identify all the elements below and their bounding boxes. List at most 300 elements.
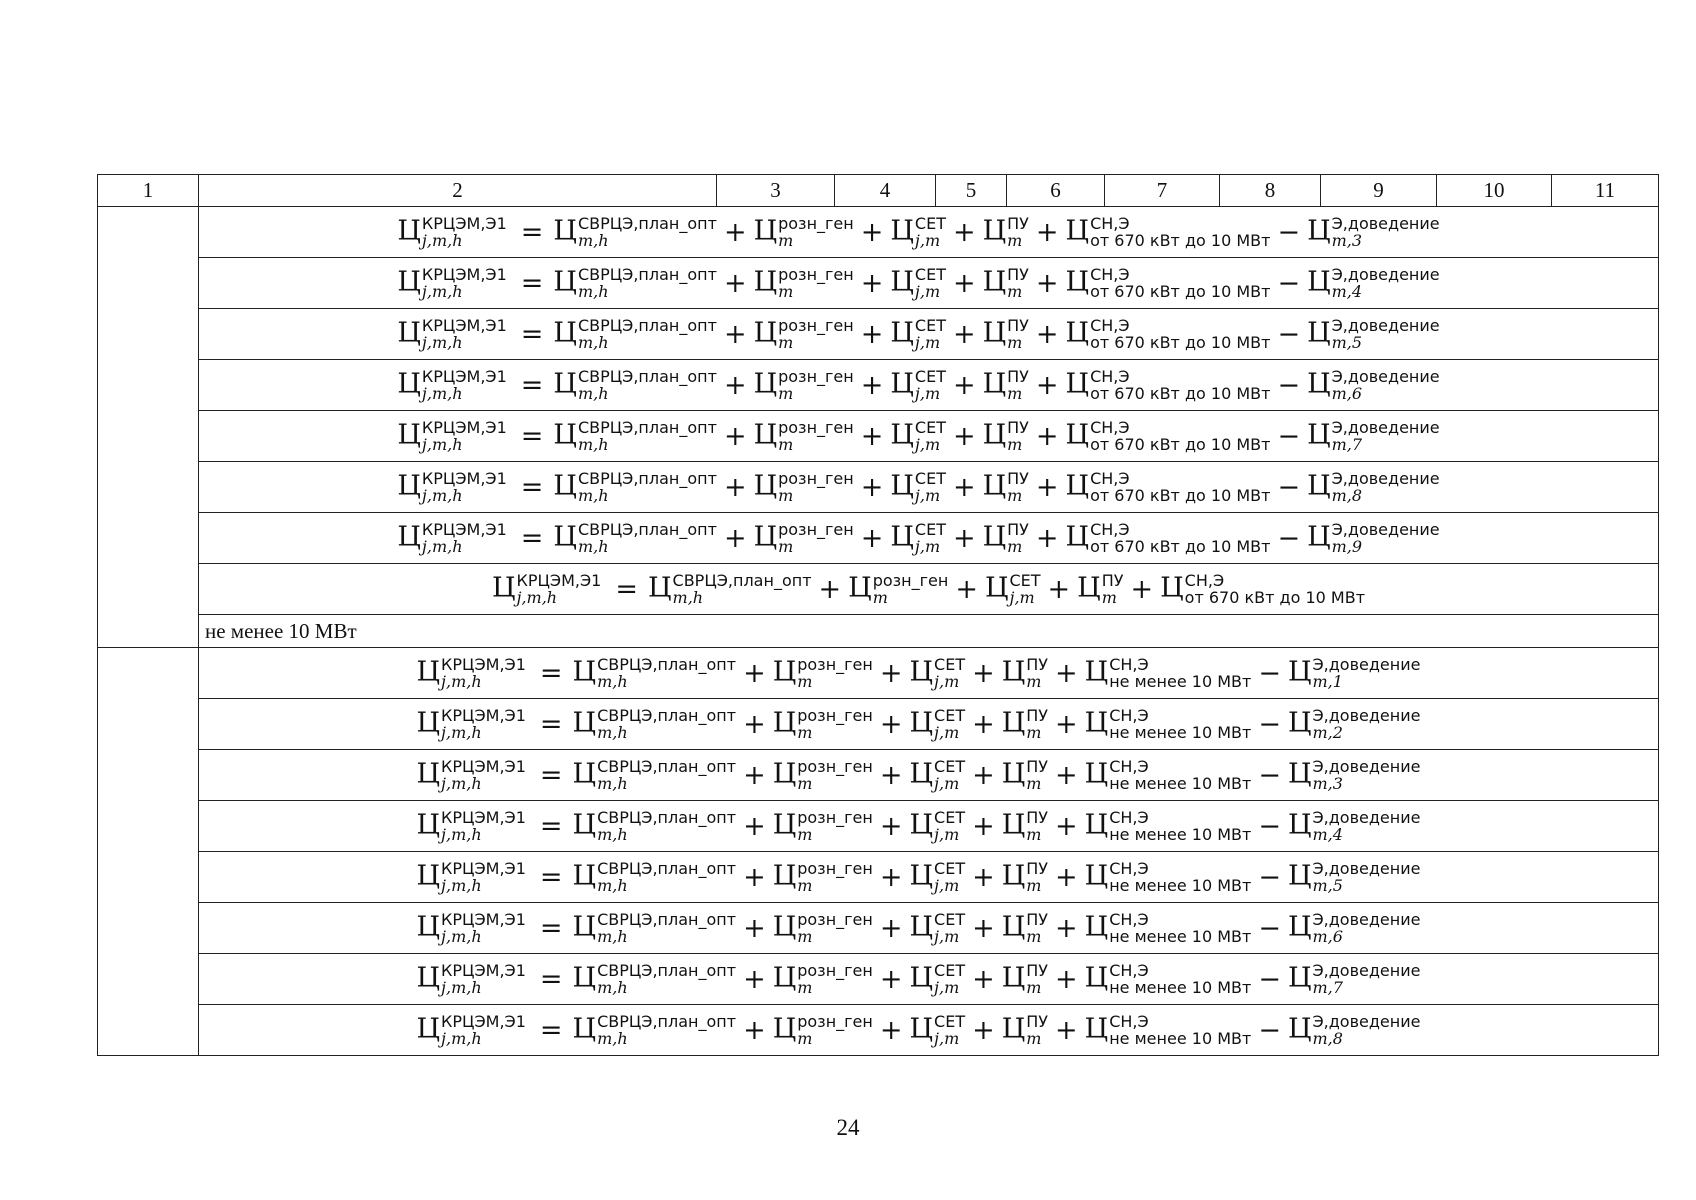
formula-indices bbox=[1007, 317, 1029, 351]
formula-term bbox=[417, 860, 526, 894]
formula-indices bbox=[597, 758, 736, 792]
formula-indices bbox=[1332, 215, 1440, 249]
formula-term bbox=[553, 368, 717, 402]
formula-symbol: Ц bbox=[890, 521, 914, 553]
formula-cell bbox=[199, 801, 1659, 852]
formula-superscript: ПУ bbox=[1026, 808, 1049, 827]
section-label: не менее 10 МВт bbox=[199, 615, 1659, 648]
formula-operator: + bbox=[1055, 810, 1078, 842]
formula-superscript: розн_ген bbox=[797, 1012, 873, 1031]
formula-symbol: Ц bbox=[772, 707, 797, 739]
formula-superscript: КРЦЭМ,Э1 bbox=[421, 367, 507, 386]
formula-superscript: СВРЦЭ,план_опт bbox=[672, 571, 812, 590]
formula-indices bbox=[915, 368, 946, 402]
formula-subscript: m,7 bbox=[1331, 435, 1363, 454]
formula-operator: + bbox=[952, 216, 976, 248]
formula-row bbox=[98, 699, 1659, 750]
formula-term bbox=[1066, 215, 1271, 249]
formula-operator: + bbox=[1035, 267, 1059, 299]
formula-term bbox=[417, 911, 526, 945]
formula-indices bbox=[797, 911, 873, 945]
formula-operator: + bbox=[955, 573, 978, 605]
formula-row bbox=[98, 954, 1659, 1005]
formula-symbol: Ц bbox=[982, 521, 1007, 553]
formula-indices bbox=[1007, 521, 1029, 555]
formula-subscript: m,h bbox=[597, 1029, 628, 1048]
formula bbox=[397, 419, 1439, 453]
formula-indices bbox=[597, 911, 736, 945]
formula-superscript: ПУ bbox=[1026, 961, 1049, 980]
formula-superscript: ПУ bbox=[1007, 469, 1029, 488]
formula-superscript: СЕТ bbox=[934, 655, 966, 674]
formula-superscript: СВРЦЭ,план_опт bbox=[597, 757, 737, 776]
formula-subscript: m bbox=[1026, 825, 1042, 844]
formula-operator: + bbox=[972, 810, 995, 842]
formula-indices bbox=[1090, 215, 1270, 249]
formula-indices bbox=[1312, 860, 1420, 894]
formula-superscript: розн_ген bbox=[797, 757, 873, 776]
formula-row bbox=[98, 852, 1659, 903]
formula-superscript: СН,Э bbox=[1109, 757, 1149, 776]
formula-indices bbox=[1332, 317, 1440, 351]
formula-superscript: ПУ bbox=[1007, 316, 1029, 335]
formula-symbol: Ц bbox=[982, 419, 1007, 451]
formula-indices bbox=[1007, 470, 1029, 504]
formula-symbol: Ц bbox=[397, 521, 421, 553]
formula-term bbox=[417, 962, 526, 996]
formula-superscript: ПУ bbox=[1007, 367, 1029, 386]
formula-operator: + bbox=[972, 759, 995, 791]
formula-subscript: m,5 bbox=[1312, 876, 1343, 895]
formula-subscript: j,m,h bbox=[421, 435, 463, 454]
formula-symbol: Ц bbox=[909, 911, 934, 943]
formula-term bbox=[909, 860, 965, 894]
formula-superscript: ПУ bbox=[1007, 418, 1029, 437]
formula-subscript: не менее 10 МВт bbox=[1109, 672, 1252, 691]
formula bbox=[492, 572, 1365, 606]
formula-subscript: m,8 bbox=[1312, 1029, 1343, 1048]
formula-subscript: j,m bbox=[934, 774, 960, 793]
formula-superscript: СЕТ bbox=[934, 757, 966, 776]
formula bbox=[397, 521, 1439, 555]
formula-symbol: Ц bbox=[772, 860, 797, 892]
formula-term bbox=[890, 419, 946, 453]
formula-operator: = bbox=[539, 810, 563, 842]
formula-subscript: m bbox=[1026, 876, 1042, 895]
formula-symbol: Ц bbox=[416, 809, 441, 841]
formula-term bbox=[1066, 317, 1271, 351]
formula-indices bbox=[1007, 215, 1029, 249]
formula-superscript: КРЦЭМ,Э1 bbox=[421, 418, 507, 437]
formula-symbol: Ц bbox=[553, 266, 577, 298]
formula-operator: + bbox=[952, 369, 976, 401]
formula-superscript: СВРЦЭ,план_опт bbox=[577, 265, 717, 284]
formula-superscript: СВРЦЭ,план_опт bbox=[597, 706, 737, 725]
formula-term bbox=[1288, 962, 1421, 996]
formula-indices bbox=[1109, 962, 1251, 996]
formula-operator: + bbox=[952, 420, 976, 452]
formula-term bbox=[754, 266, 854, 300]
formula-subscript: m bbox=[778, 486, 794, 505]
formula-symbol: Ц bbox=[984, 572, 1009, 604]
formula-subscript: m,6 bbox=[1312, 927, 1343, 946]
formula-superscript: СН,Э bbox=[1090, 214, 1130, 233]
formula-term bbox=[773, 962, 873, 996]
formula-symbol: Ц bbox=[397, 215, 421, 247]
formula-symbol: Ц bbox=[553, 215, 577, 247]
formula-superscript: Э,доведение bbox=[1331, 469, 1440, 488]
formula-term bbox=[985, 572, 1041, 606]
formula-symbol: Ц bbox=[1287, 1013, 1312, 1045]
formula-term bbox=[983, 215, 1029, 249]
formula-subscript: m bbox=[778, 435, 794, 454]
formula-subscript: m bbox=[778, 231, 794, 250]
formula-operator: = bbox=[520, 318, 544, 350]
formula-row bbox=[98, 207, 1659, 258]
formula-symbol: Ц bbox=[572, 707, 597, 739]
column-header-2: 2 bbox=[199, 175, 717, 207]
column-header-9: 9 bbox=[1321, 175, 1437, 207]
formula-symbol: Ц bbox=[890, 215, 914, 247]
formula-superscript: КРЦЭМ,Э1 bbox=[441, 1012, 526, 1031]
formula-superscript: КРЦЭМ,Э1 bbox=[421, 316, 507, 335]
formula-operator: − bbox=[1277, 522, 1301, 554]
formula-operator: + bbox=[1055, 708, 1078, 740]
formula-term bbox=[773, 860, 873, 894]
formula-term bbox=[1288, 707, 1421, 741]
formula-term bbox=[573, 962, 737, 996]
formula-symbol: Ц bbox=[909, 809, 934, 841]
formula-indices bbox=[797, 758, 873, 792]
formula-subscript: не менее 10 МВт bbox=[1109, 723, 1252, 742]
formula-subscript: не менее 10 МВт bbox=[1109, 876, 1252, 895]
formula-operator: − bbox=[1277, 216, 1301, 248]
formula-subscript: m bbox=[797, 876, 813, 895]
formula-operator: + bbox=[1055, 657, 1078, 689]
formula-subscript: m,h bbox=[577, 384, 609, 403]
formula-symbol: Ц bbox=[572, 962, 597, 994]
formula-symbol: Ц bbox=[1307, 317, 1331, 349]
formula-operator: + bbox=[743, 912, 766, 944]
formula-subscript: m,h bbox=[672, 588, 704, 607]
formula-indices bbox=[915, 266, 946, 300]
formula-cell bbox=[199, 1005, 1659, 1056]
formula-row bbox=[98, 309, 1659, 360]
formula-symbol: Ц bbox=[572, 656, 597, 688]
formula-row bbox=[98, 648, 1659, 699]
formula-term bbox=[1077, 572, 1123, 606]
formula-operator: + bbox=[723, 216, 747, 248]
formula-symbol: Ц bbox=[1287, 911, 1312, 943]
formula-superscript: ПУ bbox=[1007, 520, 1029, 539]
formula-symbol: Ц bbox=[1084, 962, 1109, 994]
formula-operator: + bbox=[723, 318, 747, 350]
formula-indices bbox=[778, 470, 854, 504]
formula-symbol: Ц bbox=[1077, 572, 1101, 604]
formula-symbol: Ц bbox=[1287, 962, 1312, 994]
formula-subscript: j,m bbox=[934, 1029, 960, 1048]
formula-operator: + bbox=[743, 810, 766, 842]
column-header-11: 11 bbox=[1552, 175, 1659, 207]
formula-superscript: СВРЦЭ,план_опт bbox=[597, 1012, 737, 1031]
formula-term bbox=[648, 572, 812, 606]
formula-term bbox=[1307, 215, 1440, 249]
formula-operator: − bbox=[1277, 318, 1301, 350]
formula-superscript: СН,Э bbox=[1090, 367, 1130, 386]
formula-term bbox=[1288, 860, 1421, 894]
formula-subscript: j,m bbox=[934, 825, 960, 844]
formula-symbol: Ц bbox=[772, 758, 797, 790]
formula-term bbox=[553, 266, 717, 300]
formula-subscript: m bbox=[1101, 588, 1117, 607]
formula-subscript: m bbox=[797, 978, 813, 997]
formula-indices bbox=[441, 962, 526, 996]
formula-indices bbox=[1090, 266, 1270, 300]
formula-operator: + bbox=[972, 861, 995, 893]
formula-symbol: Ц bbox=[416, 911, 441, 943]
formula-term bbox=[553, 215, 717, 249]
formula-symbol: Ц bbox=[1307, 419, 1331, 451]
formula-superscript: розн_ген bbox=[778, 316, 854, 335]
formula-term bbox=[1307, 521, 1440, 555]
formula-indices bbox=[578, 368, 717, 402]
formula-superscript: СН,Э bbox=[1090, 418, 1130, 437]
formula-term bbox=[1288, 758, 1421, 792]
column-header-1: 1 bbox=[98, 175, 199, 207]
formula-indices bbox=[934, 707, 965, 741]
formula-operator: − bbox=[1258, 759, 1281, 791]
formula-row bbox=[98, 411, 1659, 462]
formula-row bbox=[98, 903, 1659, 954]
formula-term bbox=[1066, 521, 1271, 555]
formula-superscript: СВРЦЭ,план_опт bbox=[597, 859, 737, 878]
formula-subscript: j,m bbox=[914, 231, 941, 250]
formula-indices bbox=[778, 317, 854, 351]
formula-subscript: j,m bbox=[934, 672, 960, 691]
formula-superscript: КРЦЭМ,Э1 bbox=[441, 757, 526, 776]
formula-subscript: не менее 10 МВт bbox=[1109, 927, 1252, 946]
formula-indices bbox=[441, 1013, 526, 1047]
formula-symbol: Ц bbox=[416, 707, 441, 739]
formula-subscript: m,3 bbox=[1312, 774, 1343, 793]
formula-term bbox=[1307, 317, 1440, 351]
formula-symbol: Ц bbox=[397, 317, 421, 349]
formula-subscript: j,m,h bbox=[441, 825, 482, 844]
formula-indices bbox=[578, 419, 717, 453]
formula-superscript: КРЦЭМ,Э1 bbox=[421, 469, 507, 488]
formula-indices bbox=[1109, 911, 1251, 945]
formula-superscript: розн_ген bbox=[797, 808, 873, 827]
formula-operator: + bbox=[1047, 573, 1071, 605]
formula-symbol: Ц bbox=[1065, 368, 1090, 400]
formula-subscript: m,h bbox=[597, 825, 628, 844]
formula-indices bbox=[915, 215, 946, 249]
formula-superscript: Э,доведение bbox=[1312, 655, 1421, 674]
formula-indices bbox=[1090, 470, 1270, 504]
formula-symbol: Ц bbox=[1001, 1013, 1026, 1045]
formula-indices bbox=[578, 266, 717, 300]
formula-term bbox=[1085, 860, 1252, 894]
formula-term bbox=[573, 809, 737, 843]
formula-superscript: КРЦЭМ,Э1 bbox=[441, 706, 526, 725]
formula-superscript: СН,Э bbox=[1090, 520, 1130, 539]
formula-subscript: m bbox=[778, 537, 794, 556]
formula-operator: + bbox=[723, 267, 747, 299]
formula-term bbox=[983, 317, 1029, 351]
formula-symbol: Ц bbox=[753, 266, 778, 298]
formula-indices bbox=[441, 809, 526, 843]
formula-operator: + bbox=[743, 759, 766, 791]
formula-indices bbox=[1007, 419, 1029, 453]
formula-term bbox=[417, 656, 526, 690]
formula-superscript: ПУ bbox=[1007, 214, 1029, 233]
formula-subscript: j,m bbox=[1009, 588, 1035, 607]
formula-term bbox=[1307, 368, 1440, 402]
formula-term bbox=[983, 521, 1029, 555]
formula-superscript: СН,Э bbox=[1109, 910, 1149, 929]
formula-indices bbox=[1102, 572, 1124, 606]
formula-term bbox=[890, 317, 946, 351]
formula-superscript: КРЦЭМ,Э1 bbox=[421, 214, 507, 233]
formula-indices bbox=[422, 266, 507, 300]
formula-symbol: Ц bbox=[416, 1013, 441, 1045]
formula-subscript: от 670 кВт до 10 МВт bbox=[1090, 231, 1271, 250]
formula-indices bbox=[1090, 317, 1270, 351]
formula-symbol: Ц bbox=[1065, 419, 1090, 451]
formula-indices bbox=[422, 215, 507, 249]
formula-indices bbox=[778, 419, 854, 453]
formula-operator: − bbox=[1277, 267, 1301, 299]
formula-superscript: СН,Э bbox=[1109, 859, 1149, 878]
formula-term bbox=[1307, 470, 1440, 504]
column-header-10: 10 bbox=[1437, 175, 1552, 207]
formula-superscript: СЕТ bbox=[914, 265, 946, 284]
formula-subscript: не менее 10 МВт bbox=[1109, 1029, 1252, 1048]
formula-operator: + bbox=[723, 471, 747, 503]
formula-superscript: ПУ bbox=[1026, 1012, 1049, 1031]
tariff-table bbox=[97, 174, 1659, 1056]
formula-term bbox=[1160, 572, 1365, 606]
formula-superscript: СЕТ bbox=[934, 808, 966, 827]
formula-indices bbox=[422, 521, 507, 555]
formula-term bbox=[1288, 656, 1421, 690]
formula-subscript: j,m,h bbox=[441, 978, 482, 997]
formula-superscript: Э,доведение bbox=[1331, 367, 1440, 386]
formula-symbol: Ц bbox=[1065, 470, 1090, 502]
formula-indices bbox=[1026, 656, 1048, 690]
formula-subscript: m,h bbox=[577, 486, 609, 505]
formula-indices bbox=[441, 758, 526, 792]
formula-superscript: Э,доведение bbox=[1331, 214, 1440, 233]
formula-indices bbox=[597, 707, 736, 741]
formula-subscript: j,m bbox=[914, 333, 941, 352]
formula-indices bbox=[1026, 860, 1048, 894]
formula-symbol: Ц bbox=[890, 317, 914, 349]
formula-superscript: Э,доведение bbox=[1331, 520, 1440, 539]
formula-symbol: Ц bbox=[416, 656, 441, 688]
formula-operator: + bbox=[1035, 369, 1059, 401]
formula-superscript: ПУ bbox=[1026, 706, 1049, 725]
formula-superscript: СВРЦЭ,план_опт bbox=[597, 808, 737, 827]
formula-operator: + bbox=[952, 471, 976, 503]
formula-indices bbox=[441, 911, 526, 945]
formula-symbol: Ц bbox=[890, 266, 914, 298]
formula-indices bbox=[934, 962, 965, 996]
formula-subscript: m bbox=[872, 588, 888, 607]
formula-superscript: ПУ bbox=[1026, 655, 1049, 674]
formula-indices bbox=[934, 1013, 965, 1047]
header-row bbox=[98, 175, 1659, 207]
formula-symbol: Ц bbox=[1307, 215, 1331, 247]
formula-symbol: Ц bbox=[1084, 758, 1109, 790]
formula-subscript: m,h bbox=[577, 231, 609, 250]
formula-subscript: m,h bbox=[577, 333, 609, 352]
formula-term bbox=[417, 1013, 526, 1047]
formula-indices bbox=[778, 215, 854, 249]
formula-term bbox=[573, 1013, 737, 1047]
formula-subscript: m bbox=[1026, 927, 1042, 946]
formula-superscript: КРЦЭМ,Э1 bbox=[441, 655, 526, 674]
formula-subscript: m,6 bbox=[1331, 384, 1363, 403]
formula-indices bbox=[422, 470, 507, 504]
formula-symbol: Ц bbox=[553, 470, 577, 502]
formula-subscript: j,m bbox=[914, 282, 941, 301]
formula-superscript: Э,доведение bbox=[1331, 418, 1440, 437]
section-row bbox=[98, 615, 1659, 648]
formula-symbol: Ц bbox=[553, 521, 577, 553]
formula-cell bbox=[199, 309, 1659, 360]
formula-subscript: j,m bbox=[934, 978, 960, 997]
column-header-3: 3 bbox=[717, 175, 835, 207]
formula-cell bbox=[199, 411, 1659, 462]
formula-subscript: от 670 кВт до 10 МВт bbox=[1090, 486, 1271, 505]
formula-term bbox=[397, 419, 506, 453]
formula-subscript: не менее 10 МВт bbox=[1109, 825, 1252, 844]
formula-operator: + bbox=[972, 912, 995, 944]
formula-superscript: СЕТ bbox=[934, 961, 966, 980]
formula-symbol: Ц bbox=[553, 368, 577, 400]
formula-term bbox=[1002, 962, 1048, 996]
formula-indices bbox=[1090, 521, 1270, 555]
formula bbox=[397, 470, 1439, 504]
formula-symbol: Ц bbox=[1065, 266, 1090, 298]
formula-operator: = bbox=[520, 420, 544, 452]
formula-indices bbox=[441, 707, 526, 741]
formula-subscript: m,h bbox=[597, 876, 628, 895]
formula-symbol: Ц bbox=[890, 470, 914, 502]
formula-subscript: m bbox=[797, 672, 813, 691]
formula-operator: + bbox=[1055, 759, 1078, 791]
formula-operator: + bbox=[1035, 216, 1059, 248]
formula-term bbox=[754, 419, 854, 453]
formula-term bbox=[1085, 758, 1252, 792]
formula-term bbox=[983, 419, 1029, 453]
table-body bbox=[98, 175, 1659, 1056]
formula-term bbox=[1066, 266, 1271, 300]
formula-symbol: Ц bbox=[848, 572, 872, 604]
formula-superscript: СВРЦЭ,план_опт bbox=[577, 316, 717, 335]
formula-subscript: m bbox=[1007, 282, 1023, 301]
formula-superscript: розн_ген bbox=[797, 910, 873, 929]
formula-term bbox=[1085, 962, 1252, 996]
formula-cell bbox=[199, 648, 1659, 699]
formula-symbol: Ц bbox=[1287, 809, 1312, 841]
formula-symbol: Ц bbox=[572, 911, 597, 943]
formula-operator: + bbox=[972, 1014, 995, 1046]
formula-subscript: j,m bbox=[914, 537, 941, 556]
formula-indices bbox=[1007, 368, 1029, 402]
formula-subscript: от 670 кВт до 10 МВт bbox=[1090, 282, 1271, 301]
